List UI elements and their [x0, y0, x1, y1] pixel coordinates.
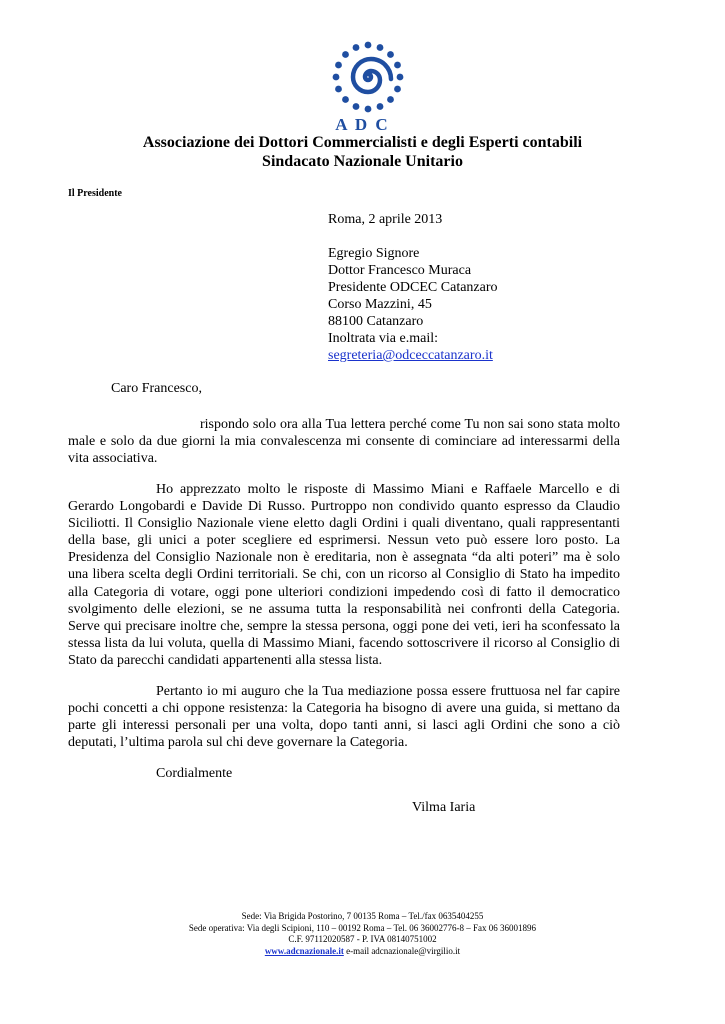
- footer-tax-ids: C.F. 97112020587 - P. IVA 08140751002: [288, 934, 437, 944]
- recipient-line: 88100 Catanzaro: [328, 314, 424, 329]
- footer-operational-address: Sede operativa: Via degli Scipioni, 110 – 00192 Roma – Tel. 06 36002776-8 – Fax 06 36001896: [188, 922, 537, 933]
- footer-contacts: [0, 946, 725, 958]
- adc-spiral-logo-icon: [331, 40, 405, 114]
- recipient-line: Dottor Francesco Muraca: [328, 263, 472, 278]
- organization-abbreviation: A D C: [335, 115, 390, 134]
- footer: [0, 911, 725, 957]
- paragraph-3: Pertanto io mi auguro che la Tua mediazione possa essere fruttuosa nel far capire pochi concetti a chi oppone resistenza: la Categoria ha bisogno di avere una guida, si mettano da parte gli interessi personali per una volta, dopo tanti anni, si lasci agli Ordini che sono a ciò deputati, l’ultima parola sul chi deve governare la Categoria.: [68, 684, 620, 751]
- closing: Cordialmente: [156, 766, 233, 781]
- recipient-address: [328, 245, 498, 364]
- website-link[interactable]: www.adcnazionale.it: [264, 945, 344, 956]
- sender-role: Il Presidente: [68, 188, 122, 199]
- organization-name: Associazione dei Dottori Commercialisti e degli Esperti contabili: [142, 134, 583, 151]
- recipient-line: Corso Mazzini, 45: [328, 297, 432, 312]
- recipient-line: Inoltrata via e.mail:: [328, 331, 439, 346]
- footer-email: e-mail adcnazionale@virgilio.it: [343, 945, 461, 956]
- footer-address: Sede: Via Brigida Postorino, 7 00135 Roma – Tel./fax 0635404255: [241, 911, 484, 921]
- recipient-email-link[interactable]: segreteria@odceccatanzaro.it: [328, 348, 493, 363]
- salutation: Caro Francesco,: [111, 381, 202, 396]
- signature-name: Vilma Iaria: [412, 800, 476, 815]
- paragraph-2: Ho apprezzato molto le risposte di Massimo Miani e Raffaele Marcello e di Gerardo Longobardi e Davide Di Russo. Purtroppo non condivido quanto espresso da Claudio Siciliotti. Il Consiglio Nazionale viene eletto dagli Ordini i quali diventano, quali rappresentanti della base, gli unici a poter scegliere ed esprimersi. Nessun veto può essere loro posto. La Presidenza del Consiglio Nazionale non è ereditaria, non è assegnata “da alti poteri” ma è solo una libera scelta degli Ordini territoriali. Se chi, con un ricorso al Consiglio di Stato ha impedito alla Categoria di votare, oggi pone ulteriori condizioni impedendo così di fatto il democratico svolgimento delle elezioni, se ne assuma tutta la responsabilità nei confronti della Categoria. Serve qui precisare inoltre che, sempre la stessa persona, oggi pone dei veti, ieri ha sconfessato la stessa lista da lui voluta, quella di Massimo Miani, facendo sottoscrivere il ricorso al Consiglio di Stato da parecchi candidati appartenenti alla stessa lista.: [68, 482, 620, 668]
- paragraph-1: rispondo solo ora alla Tua lettera perché come Tu non sai sono stata molto male e solo da due giorni la mia convalescenza mi consente di cominciare ad interessarmi della vita associativa.: [68, 417, 620, 467]
- letter-date: Roma, 2 aprile 2013: [328, 212, 443, 227]
- organization-subtitle: Sindacato Nazionale Unitario: [262, 153, 463, 170]
- recipient-line: Egregio Signore: [328, 246, 420, 261]
- recipient-line: Presidente ODCEC Catanzaro: [328, 280, 498, 295]
